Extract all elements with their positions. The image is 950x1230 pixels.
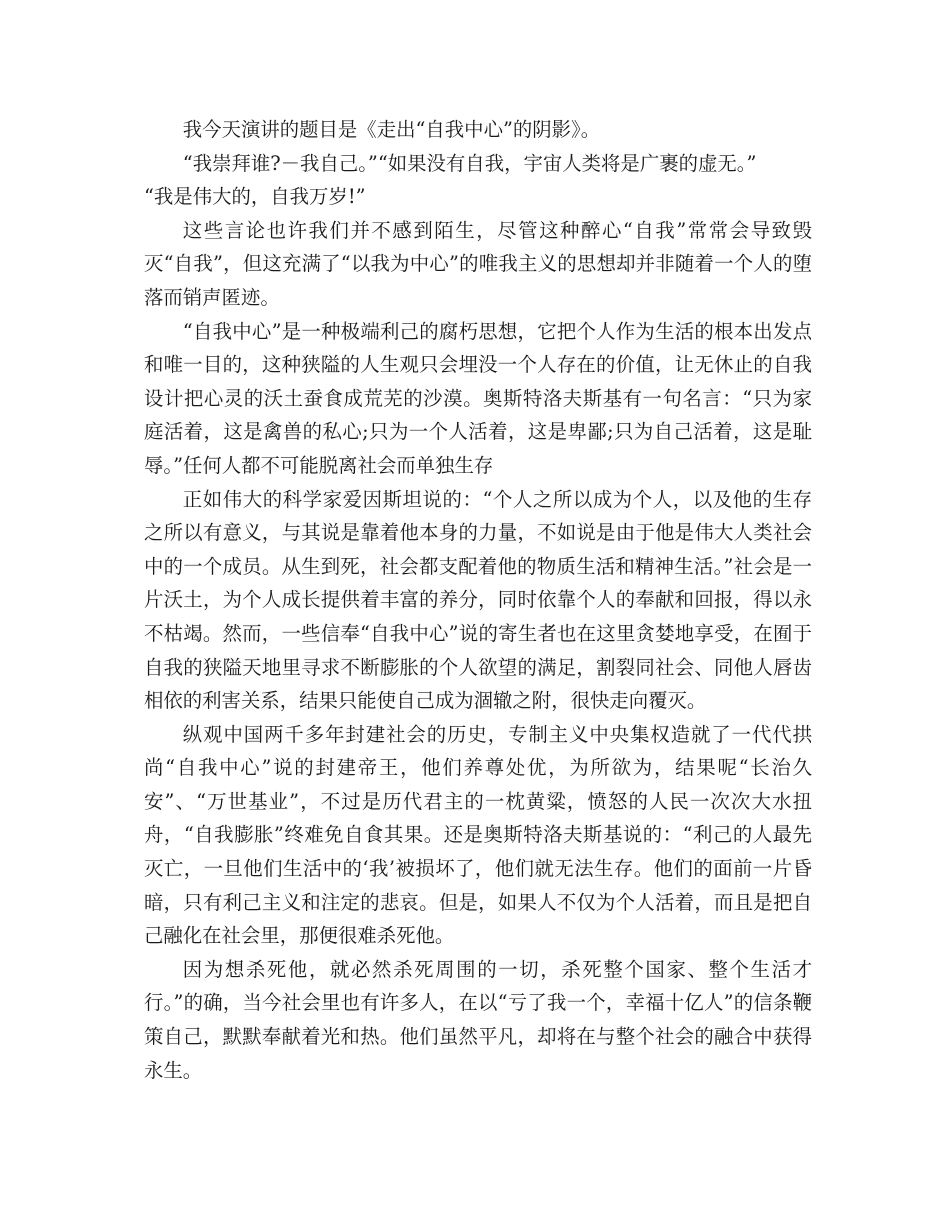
paragraph-quote-worship: “我崇拜谁?－我自己。”“如果没有自我，宇宙人类将是广裹的虚无。” (182, 151, 757, 175)
paragraph-einstein: 正如伟大的科学家爱因斯坦说的：“个人之所以成为个人，以及他的生存之所以有意义，与其说是靠着他本身的力量，不如说是由于他是伟大人类社会中的一个成员。从生到死，社会都支配着他的物质生活和精神生活。”社会是一片沃土，为个人成长提供着丰富的养分，同时依靠个人的奉献和回报，得以永不枯竭。然而，一些信奉“自我中心”说的寄生者也在这里贪婪地享受，在囿于自我的狭隘天地里寻求不断膨胀的个人欲望的满足，割裂同社会、同他人唇齿相依的利害关系，结果只能使自己成为涸辙之附，很快走向覆灭。 (144, 487, 812, 713)
paragraph-self-center: “自我中心”是一种极端利己的腐朽思想，它把个人作为生活的根本出发点和唯一目的，这种狭隘的人生观只会埋没一个人存在的价值，让无休止的自我设计把心灵的沃土蚕食成荒芜的沙漠。奥斯特洛夫斯基有一句名言：“只为家庭活着，这是禽兽的私心;只为一个人活着，这是卑鄙;只为自己活着，这是耻辱。”任何人都不可能脱离社会而单独生存 (144, 319, 812, 477)
paragraph-history: 纵观中国两千多年封建社会的历史，专制主义中央集权造就了一代代拱尚“自我中心”说的封建帝王，他们养尊处优，为所欲为，结果呢“长治久安”、“万世基业”，不过是历代君主的一枕黄粱，愤怒的人民一次次大水扭舟，“自我膨胀”终难免自食其果。还是奥斯特洛夫斯基说的：“利己的人最先灭亡，一旦他们生活中的‘我’被损坏了，他们就无法生存。他们的面前一片昏暗，只有利己主义和注定的悲哀。但是，如果人不仅为个人活着，而且是把自己融化在社会里，那便很难杀死他。 (144, 722, 812, 948)
paragraph-title-intro: 我今天演讲的题目是《走出“自我中心”的阴影》。 (182, 118, 601, 141)
paragraph-conclusion: 因为想杀死他，就必然杀死周围的一切，杀死整个国家、整个生活才行。”的确，当今社会里也有许多人，在以“亏了我一个，幸福十亿人”的信条鞭策自己，默默奉献着光和热。他们虽然平凡，却将在与整个社会的融合中获得永生。 (144, 957, 812, 1082)
paragraph-quote-great: “我是伟大的，自我万岁!” (144, 185, 366, 209)
document-body (144, 113, 812, 1087)
paragraph-remarks: 这些言论也许我们并不感到陌生，尽管这种醉心“自我”常常会导致毁灭“自我”，但这充满了“以我为中心”的唯我主义的思想却并非随着一个人的堕落而销声匿迹。 (144, 218, 812, 309)
